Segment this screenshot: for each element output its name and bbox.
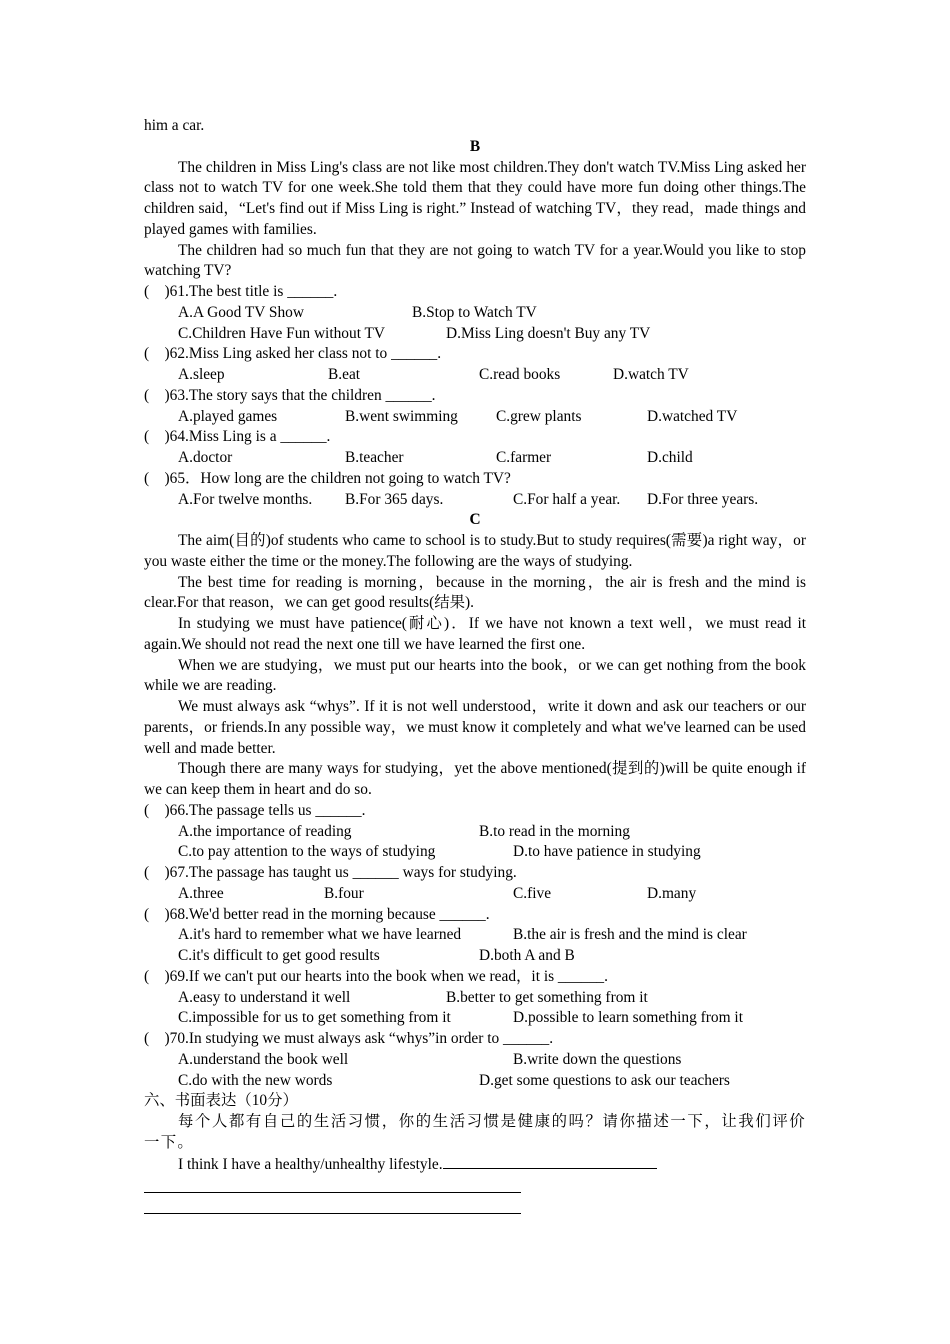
writing-starter-text: I think I have a healthy/unhealthy lifestyle.	[178, 1155, 443, 1173]
question-70-options-row-1	[144, 1050, 806, 1071]
option-c: C.to pay attention to the ways of studying	[178, 843, 436, 861]
question-69-options-row-2	[144, 1008, 806, 1029]
option-a: A.For twelve months.	[178, 490, 313, 508]
option-a: A.three	[178, 884, 224, 902]
option-c: C.read books	[479, 366, 561, 383]
option-c: C.grew plants	[496, 407, 582, 425]
option-d: D.For three years.	[647, 490, 759, 508]
question-65: ( )65．How long are the children not going to watch TV?	[144, 469, 511, 487]
question-64: ( )64.Miss Ling is a ______.	[144, 428, 331, 446]
option-c: C.do with the new words	[178, 1071, 333, 1089]
option-d: D.watched TV	[647, 407, 738, 425]
question-65-options	[144, 490, 806, 511]
question-70-options-row-2	[144, 1071, 806, 1092]
option-b: B.the air is fresh and the mind is clear	[513, 926, 747, 944]
option-d: D.get some questions to ask our teachers	[479, 1071, 730, 1089]
option-a: A.doctor	[178, 449, 233, 466]
option-b: B.four	[324, 884, 364, 902]
question-67: ( )67.The passage has taught us ______ ways for studying.	[144, 864, 517, 881]
passage-c-paragraph-4: When we are studying，we must put our hearts into the book，or we can get nothing from the book while we are reading.	[144, 656, 806, 695]
option-c: C.farmer	[496, 449, 552, 466]
writing-starter-line	[144, 1154, 806, 1176]
option-c: C.impossible for us to get something from it	[178, 1009, 451, 1027]
question-61: ( )61.The best title is ______.	[144, 283, 338, 300]
question-66: ( )66.The passage tells us ______.	[144, 801, 366, 819]
option-c: C.it's difficult to get good results	[178, 947, 380, 964]
passage-c-paragraph-1: The aim(目的)of students who came to school is to study.But to study requires(需要)a right way，or you waste either the time or the money.The following are the ways of studying.	[144, 532, 806, 570]
option-b: B.to read in the morning	[479, 822, 630, 840]
question-67-options	[144, 884, 806, 905]
answer-line-1[interactable]	[144, 1192, 521, 1193]
passage-b-paragraph-2: The children had so much fun that they are not going to watch TV for a year.Would you like to stop watching TV?	[144, 241, 806, 280]
option-b: B.better to get something from it	[446, 988, 648, 1006]
section-b-heading: B	[469, 137, 481, 155]
answer-line-2[interactable]	[144, 1213, 521, 1214]
option-d: D.Miss Ling doesn't Buy any TV	[446, 324, 651, 342]
option-c: C.five	[513, 884, 552, 902]
option-c: C.For half a year.	[513, 490, 621, 508]
question-68-options-row-1	[144, 925, 806, 946]
passage-b-paragraph-1: The children in Miss Ling's class are not like most children.They don't watch TV.Miss Ling asked her class not to watch TV for one week.She told them that they could have more fun doing other things.The children said，“Let's find out if Miss Ling is right.” Instead of watching TV，they read，made things and played games with families.	[144, 158, 806, 238]
option-a: A.easy to understand it well	[178, 988, 351, 1006]
question-69: ( )69.If we can't put our hearts into the book when we read，it is ______.	[144, 967, 608, 985]
option-a: A.played games	[178, 407, 278, 425]
option-d: D.possible to learn something from it	[513, 1009, 743, 1027]
worksheet-page	[144, 116, 806, 1214]
option-b: B.write down the questions	[513, 1050, 682, 1068]
passage-c-paragraph-3: In studying we must have patience(耐心)．If we have not known a text well，we must read it again.We should not read the next one till we have learned the first one.	[144, 615, 806, 653]
option-b: B.eat	[328, 366, 361, 383]
passage-c-paragraph-2: The best time for reading is morning，because in the morning，the air is fresh and the mind is clear.For that reason，we can get good results(结果).	[144, 573, 806, 612]
option-d: D.to have patience in studying	[513, 843, 701, 861]
passage-c-paragraph-6: Though there are many ways for studying，yet the above mentioned(提到的)will be quite enough if we can keep them in heart and do so.	[144, 760, 806, 798]
section-c-heading: C	[469, 511, 481, 529]
option-a: A.it's hard to remember what we have learned	[178, 926, 462, 944]
option-d: D.watch TV	[613, 366, 689, 383]
question-63-options	[144, 407, 806, 428]
option-d: D.many	[647, 884, 697, 902]
question-62-options	[144, 365, 806, 386]
option-a: A.sleep	[178, 366, 225, 383]
writing-prompt: 每个人都有自己的生活习惯，你的生活习惯是健康的吗？请你描述一下，让我们评价一下。	[144, 1113, 806, 1151]
question-61-options-row-1	[144, 303, 806, 324]
question-62: ( )62.Miss Ling asked her class not to ______.	[144, 345, 442, 363]
question-66-options-row-2	[144, 842, 806, 863]
option-a: A.A Good TV Show	[178, 303, 304, 321]
option-d: D.child	[647, 449, 693, 466]
question-63: ( )63.The story says that the children ______.	[144, 386, 436, 404]
continued-line: him a car.	[144, 117, 205, 134]
option-a: A.the importance of reading	[178, 822, 352, 840]
option-a: A.understand the book well	[178, 1050, 349, 1068]
question-70: ( )70.In studying we must always ask “whys”in order to ______.	[144, 1030, 554, 1047]
option-d: D.both A and B	[479, 947, 575, 964]
option-c: C.Children Have Fun without TV	[178, 324, 386, 342]
question-64-options	[144, 448, 806, 469]
passage-c-paragraph-5: We must always ask “whys”. If it is not well understood，write it down and ask our teachers or our parents，or friends.In any possible way，we must know it completely and what we've learned can be used well and made better.	[144, 698, 806, 757]
section-6-heading: 六、书面表达（10分）	[144, 1092, 298, 1110]
question-61-options-row-2	[144, 324, 806, 345]
question-66-options-row-1	[144, 822, 806, 843]
question-69-options-row-1	[144, 988, 806, 1009]
question-68-options-row-2	[144, 946, 806, 967]
option-b: B.Stop to Watch TV	[412, 303, 537, 321]
option-b: B.went swimming	[345, 407, 458, 425]
answer-blank[interactable]	[443, 1154, 657, 1169]
question-68: ( )68.We'd better read in the morning because ______.	[144, 905, 490, 923]
option-b: B.For 365 days.	[345, 490, 444, 508]
option-b: B.teacher	[345, 449, 404, 466]
